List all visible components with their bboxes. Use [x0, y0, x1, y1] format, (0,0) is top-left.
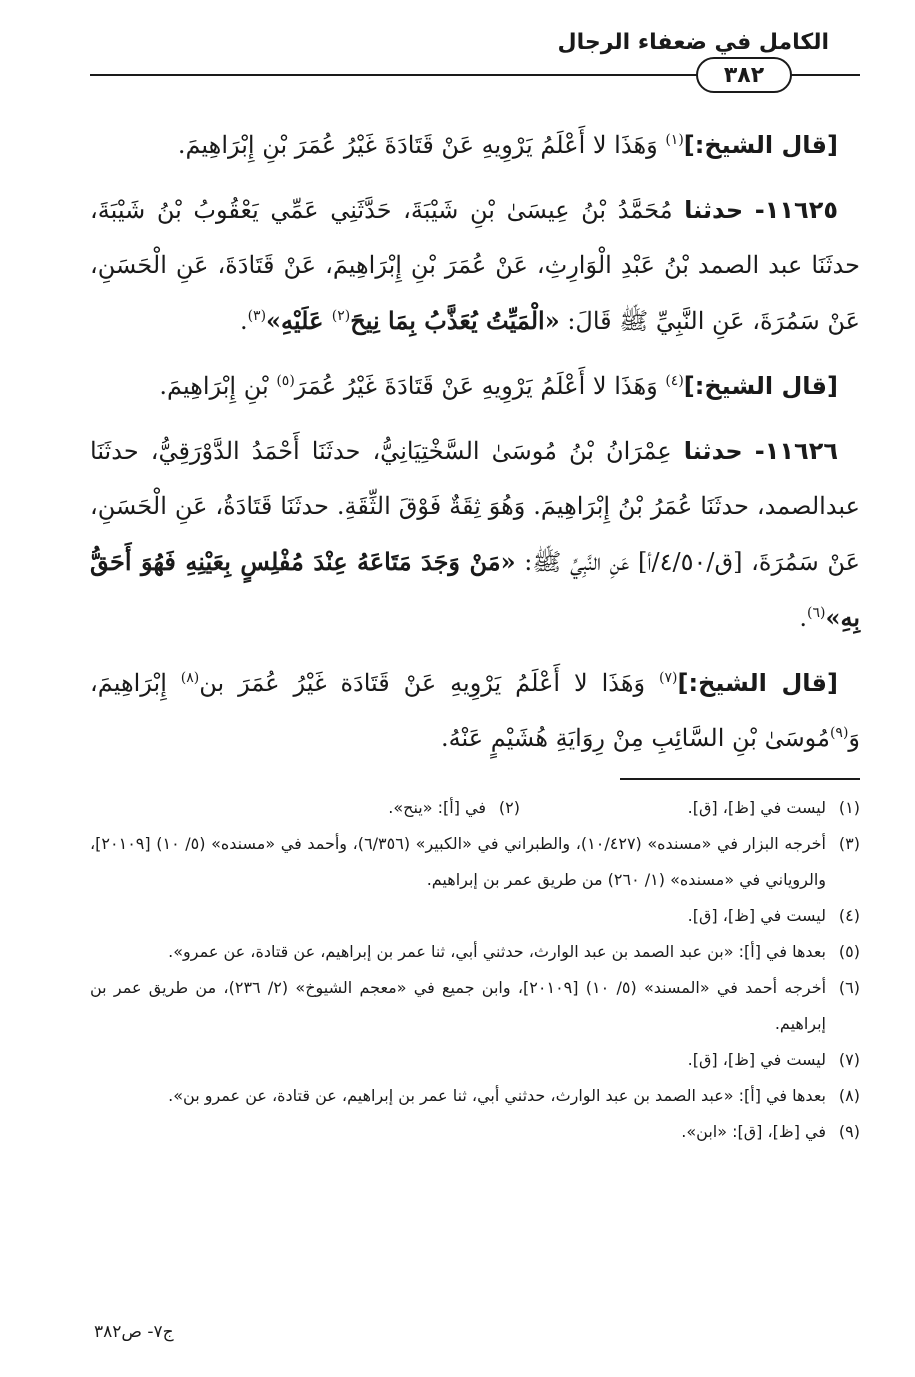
sheikh-label: [قال الشيخ:] — [683, 131, 838, 159]
footnote-6 — [90, 970, 860, 1042]
footnote-number: (٣) — [838, 834, 860, 853]
footnote-text: أخرجه البزار في «مسنده» (١٠/٤٢٧)، والطبراني في «الكبير» (٦/٣٥٦)، وأحمد في «مسنده» (٥/ ١٠) [٢٠١٠٩]، والروياني في «مسنده» (١/ ٢٦٠) من طريق عمر بن إبراهيم. — [90, 834, 826, 889]
footnote-text: ليست في [ظ]، [ق]. — [687, 798, 826, 817]
footnote-ref-2[interactable]: (٢) — [331, 308, 351, 324]
sheikh-label: [قال الشيخ:] — [683, 372, 838, 400]
paragraph-end: . — [799, 604, 807, 632]
paragraph-text: وَهَذَا لا أَعْلَمُ يَرْوِيهِ عَنْ قَتَادَةَ غَيْرُ عُمَرَ — [294, 372, 666, 400]
footnote-text: بعدها في [أ]: «عبد الصمد بن عبد الوارث، حدثني أبي، ثنا عمر بن إبراهيم، عن قتادة، عن عمرو بن». — [168, 1086, 826, 1105]
footnote-ref-8[interactable]: (٨) — [180, 670, 200, 686]
footnote-8 — [90, 1078, 860, 1114]
footnote-number: (٥) — [838, 942, 860, 961]
paragraph-text-end: بْنِ إِبْرَاهِيمَ. — [159, 372, 277, 400]
running-title: الكامل في ضعفاء الرجال — [557, 30, 829, 55]
footnote-number: (٨) — [838, 1086, 860, 1105]
sheikh-label: [قال الشيخ:] — [677, 669, 838, 697]
footnote-number: (٢) — [498, 798, 520, 817]
footnote-ref-5[interactable]: (٥) — [276, 373, 295, 389]
matn-text: «مَنْ وَجَدَ مَتَاعَهُ عِنْدَ مُفْلِسٍ بِعَيْنِهِ فَهُوَ أَحَقُّ بِهِ» — [90, 547, 860, 632]
paragraph-text: وَهَذَا لا أَعْلَمُ يَرْوِيهِ عَنْ قَتَادَة غَيْرُ عُمَرَ بن — [199, 669, 660, 697]
footnote-text: ليست في [ظ]، [ق]. — [687, 1050, 826, 1069]
footnote-3 — [90, 826, 860, 898]
footnote-5 — [90, 934, 860, 970]
footnote-number: (٦) — [838, 978, 860, 997]
footnotes-rule — [620, 778, 860, 780]
footnote-number: (٩) — [838, 1122, 860, 1141]
paragraph-text: إِبْرَاهِيمَ، وَ — [90, 669, 860, 752]
hadith-number: ١١٦٢٦- — [754, 437, 838, 465]
footnote-row — [90, 790, 860, 826]
footnote-text: بعدها في [أ]: «بن عبد الصمد بن عبد الوارث، حدثني أبي، ثنا عمر بن إبراهيم، عن قتادة، عن عمرو». — [168, 942, 826, 961]
paragraph-sheikh-2 — [90, 359, 860, 414]
hadith-number: ١١٦٢٥- — [754, 196, 838, 224]
footnote-4 — [90, 898, 860, 934]
footnote-ref-4[interactable]: (٤) — [665, 373, 684, 389]
matn-text: «الْمَيِّتُ يُعَذَّبُ بِمَا نِيحَ — [350, 306, 560, 335]
footnote-ref-9[interactable]: (٩) — [829, 725, 849, 741]
footnote-text: في [ظ]، [ق]: «ابن». — [681, 1122, 826, 1141]
paragraph-text: وَهَذَا لا أَعْلَمُ يَرْوِيهِ عَنْ قَتَادَةَ غَيْرُ عُمَرَ بْنِ إِبْرَاهِيمَ. — [177, 131, 666, 159]
footnote-number: (٤) — [838, 906, 860, 925]
footnote-9 — [90, 1114, 860, 1150]
hadith-11625 — [90, 183, 860, 349]
footnote-number: (٧) — [838, 1050, 860, 1069]
footnote-text: أخرجه أحمد في «المسند» (٥/ ١٠) [٢٠١٠٩]، وابن جميع في «معجم الشيوخ» (٢/ ٢٣٦)، من طريق عمر بن إبراهيم. — [90, 978, 827, 1033]
footnote-7 — [90, 1042, 860, 1078]
footnote-text: ليست في [ظ]، [ق]. — [687, 906, 826, 925]
hadith-11626 — [90, 424, 860, 646]
page-number: ٣٨٢ — [723, 62, 765, 88]
page-number-badge — [696, 57, 792, 93]
matn-text-end: عَلَيْهِ» — [266, 306, 332, 335]
footnote-text: في [أ]: «ينح». — [388, 798, 486, 817]
haddathana-label: حدثنا — [684, 196, 744, 224]
paragraph-sheikh-1 — [90, 118, 860, 173]
main-text — [90, 118, 860, 776]
footnote-ref-7[interactable]: (٧) — [659, 670, 678, 686]
footnote-number: (١) — [838, 798, 860, 817]
isnad-text: مُحَمَّدُ بْنُ عِيسَىٰ بْنِ شَيْبَةَ، حَدَّثَنِي عَمِّي يَعْقُوبُ بْنُ شَيْبَةَ، حدثَنَا عبد الصمد بْنُ عَبْدِ الْوَارِثِ، عَنْ عُمَرَ بْنِ إِبْرَاهِيمَ، عَنْ قَتَادَةَ، عَنِ الْحَسَنِ، عَنْ سَمُرَةَ، عَنِ النَّبِيِّ ﷺ قَالَ: — [90, 196, 860, 335]
footnote-2 — [180, 790, 520, 826]
volume-page-footer: ج٧- ص٣٨٢ — [94, 1322, 174, 1342]
isnad-text: عِمْرَانُ بْنُ مُوسَىٰ السَّخْتِيَانِيُّ، حدثَنَا أَحْمَدُ الدَّوْرَقِيُّ، حدثَنَا عبدالصمد، حدثَنَا عُمَرُ بْنُ إِبْرَاهِيمَ. وَهُوَ ثِقَةٌ فَوْقَ الثِّقَةِ. حدثَنَا قَتَادَةُ، عَنِ الْحَسَنِ، عَنْ سَمُرَةَ، [ق/٤/٥٠/أ] عَنِ النَّبِيِّ ﷺ: — [90, 437, 861, 576]
footnote-ref-1[interactable]: (١) — [665, 132, 684, 148]
footnote-ref-6[interactable]: (٦) — [806, 605, 826, 621]
footnote-1 — [520, 790, 860, 826]
paragraph-text-end: مُوسَىٰ بْنِ السَّائِبِ مِنْ رِوَايَةِ هُشَيْمٍ عَنْهُ. — [441, 724, 830, 752]
paragraph-sheikh-3 — [90, 656, 860, 766]
footnotes — [90, 790, 860, 1150]
paragraph-end: . — [239, 307, 248, 335]
footnote-ref-3[interactable]: (٣) — [247, 308, 267, 324]
haddathana-label: حدثنا — [683, 437, 743, 465]
